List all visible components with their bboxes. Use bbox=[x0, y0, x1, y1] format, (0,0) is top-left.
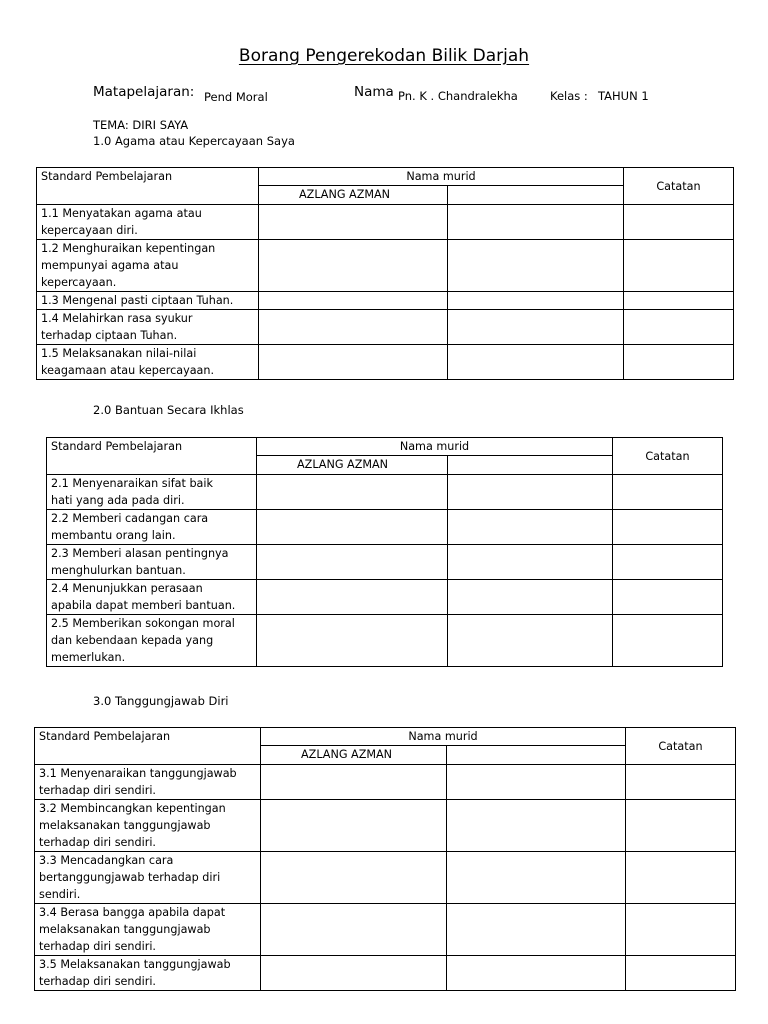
record-cell[interactable] bbox=[447, 852, 626, 904]
standard-item: 1.4 Melahirkan rasa syukur terhadap ciptaan Tuhan. bbox=[37, 310, 259, 345]
standard-item: 2.2 Memberi cadangan cara membantu orang lain. bbox=[47, 510, 257, 545]
record-cell[interactable] bbox=[447, 956, 626, 991]
record-cell[interactable] bbox=[448, 310, 624, 345]
catatan-cell[interactable] bbox=[626, 904, 736, 956]
table-row bbox=[37, 310, 734, 345]
empty-student-cell[interactable] bbox=[447, 746, 626, 765]
table-row bbox=[35, 800, 736, 852]
table-row bbox=[47, 615, 723, 667]
record-cell[interactable] bbox=[259, 292, 448, 310]
standard-item: 2.5 Memberikan sokongan moral dan kebendaan kepada yang memerlukan. bbox=[47, 615, 257, 667]
empty-student-cell[interactable] bbox=[448, 456, 613, 475]
record-cell[interactable] bbox=[261, 765, 447, 800]
header-nama-murid: Nama murid bbox=[261, 728, 626, 746]
record-cell[interactable] bbox=[259, 310, 448, 345]
header-standard-pembelajaran: Standard Pembelajaran bbox=[47, 438, 257, 475]
table-row bbox=[35, 904, 736, 956]
page-title: Borang Pengerekodan Bilik Darjah bbox=[238, 46, 530, 66]
record-cell[interactable] bbox=[257, 545, 448, 580]
record-cell[interactable] bbox=[259, 345, 448, 380]
record-cell[interactable] bbox=[448, 475, 613, 510]
catatan-cell[interactable] bbox=[624, 205, 734, 240]
standard-item: 3.3 Mencadangkan cara bertanggungjawab terhadap diri sendiri. bbox=[35, 852, 261, 904]
kelas-label: Kelas : bbox=[550, 89, 588, 103]
standard-item: 1.5 Melaksanakan nilai-nilai keagamaan atau kepercayaan. bbox=[37, 345, 259, 380]
header-catatan: Catatan bbox=[626, 728, 736, 765]
header-nama-murid: Nama murid bbox=[257, 438, 613, 456]
table-row bbox=[47, 580, 723, 615]
record-cell[interactable] bbox=[257, 615, 448, 667]
table-header-row bbox=[35, 728, 736, 746]
record-cell[interactable] bbox=[448, 510, 613, 545]
table-row bbox=[35, 765, 736, 800]
header-standard-pembelajaran: Standard Pembelajaran bbox=[35, 728, 261, 765]
record-cell[interactable] bbox=[257, 475, 448, 510]
catatan-cell[interactable] bbox=[624, 345, 734, 380]
tema-heading: TEMA: DIRI SAYA bbox=[93, 118, 189, 132]
catatan-cell[interactable] bbox=[613, 580, 723, 615]
record-cell[interactable] bbox=[447, 904, 626, 956]
table-row bbox=[35, 956, 736, 991]
standard-item: 1.2 Menghuraikan kepentingan mempunyai agama atau kepercayaan. bbox=[37, 240, 259, 292]
catatan-cell[interactable] bbox=[624, 292, 734, 310]
student-name: AZLANG AZMAN bbox=[261, 746, 447, 765]
table-row bbox=[37, 292, 734, 310]
record-cell[interactable] bbox=[259, 240, 448, 292]
catatan-cell[interactable] bbox=[626, 852, 736, 904]
record-cell[interactable] bbox=[448, 580, 613, 615]
record-cell[interactable] bbox=[447, 765, 626, 800]
student-name: AZLANG AZMAN bbox=[257, 456, 448, 475]
recording-table-2 bbox=[46, 437, 723, 667]
record-cell[interactable] bbox=[448, 615, 613, 667]
header-catatan: Catatan bbox=[624, 168, 734, 205]
record-cell[interactable] bbox=[261, 800, 447, 852]
catatan-cell[interactable] bbox=[613, 475, 723, 510]
table-header-row bbox=[47, 438, 723, 456]
section-3-heading: 3.0 Tanggungjawab Diri bbox=[93, 694, 229, 708]
record-cell[interactable] bbox=[447, 800, 626, 852]
record-cell[interactable] bbox=[448, 545, 613, 580]
catatan-cell[interactable] bbox=[626, 765, 736, 800]
table-row bbox=[37, 205, 734, 240]
recording-table-3 bbox=[34, 727, 736, 991]
record-cell[interactable] bbox=[261, 852, 447, 904]
recording-table-1 bbox=[36, 167, 734, 380]
standard-item: 1.1 Menyatakan agama atau kepercayaan diri. bbox=[37, 205, 259, 240]
record-cell[interactable] bbox=[261, 904, 447, 956]
standard-item: 2.1 Menyenaraikan sifat baik hati yang ada pada diri. bbox=[47, 475, 257, 510]
standard-item: 3.2 Membincangkan kepentingan melaksanakan tanggungjawab terhadap diri sendiri. bbox=[35, 800, 261, 852]
standard-item: 3.1 Menyenaraikan tanggungjawab terhadap diri sendiri. bbox=[35, 765, 261, 800]
standard-item: 1.3 Mengenal pasti ciptaan Tuhan. bbox=[37, 292, 259, 310]
matapelajaran-value: Pend Moral bbox=[204, 90, 268, 104]
empty-student-cell[interactable] bbox=[448, 186, 624, 205]
record-cell[interactable] bbox=[448, 345, 624, 380]
record-cell[interactable] bbox=[257, 580, 448, 615]
record-cell[interactable] bbox=[257, 510, 448, 545]
record-cell[interactable] bbox=[259, 205, 448, 240]
header-standard-pembelajaran: Standard Pembelajaran bbox=[37, 168, 259, 205]
nama-value: Pn. K . Chandralekha bbox=[398, 89, 518, 103]
table-row bbox=[47, 545, 723, 580]
student-name: AZLANG AZMAN bbox=[259, 186, 448, 205]
catatan-cell[interactable] bbox=[613, 510, 723, 545]
table-header-row bbox=[37, 168, 734, 186]
catatan-cell[interactable] bbox=[613, 545, 723, 580]
standard-item: 3.4 Berasa bangga apabila dapat melaksanakan tanggungjawab terhadap diri sendiri. bbox=[35, 904, 261, 956]
table-row bbox=[35, 852, 736, 904]
kelas-value: TAHUN 1 bbox=[598, 89, 649, 103]
table-row bbox=[47, 475, 723, 510]
catatan-cell[interactable] bbox=[626, 956, 736, 991]
header-catatan: Catatan bbox=[613, 438, 723, 475]
standard-item: 3.5 Melaksanakan tanggungjawab terhadap diri sendiri. bbox=[35, 956, 261, 991]
catatan-cell[interactable] bbox=[626, 800, 736, 852]
standard-item: 2.4 Menunjukkan perasaan apabila dapat memberi bantuan. bbox=[47, 580, 257, 615]
catatan-cell[interactable] bbox=[624, 310, 734, 345]
standard-item: 2.3 Memberi alasan pentingnya menghulurkan bantuan. bbox=[47, 545, 257, 580]
catatan-cell[interactable] bbox=[613, 615, 723, 667]
matapelajaran-label: Matapelajaran: bbox=[93, 84, 195, 100]
header-nama-murid: Nama murid bbox=[259, 168, 624, 186]
section-1-heading: 1.0 Agama atau Kepercayaan Saya bbox=[93, 134, 295, 148]
table-row bbox=[37, 240, 734, 292]
section-2-heading: 2.0 Bantuan Secara Ikhlas bbox=[93, 403, 244, 417]
catatan-cell[interactable] bbox=[624, 240, 734, 292]
record-cell[interactable] bbox=[448, 240, 624, 292]
record-cell[interactable] bbox=[448, 205, 624, 240]
table-row bbox=[37, 345, 734, 380]
nama-label: Nama bbox=[354, 84, 394, 100]
table-row bbox=[47, 510, 723, 545]
record-cell[interactable] bbox=[448, 292, 624, 310]
record-cell[interactable] bbox=[261, 956, 447, 991]
